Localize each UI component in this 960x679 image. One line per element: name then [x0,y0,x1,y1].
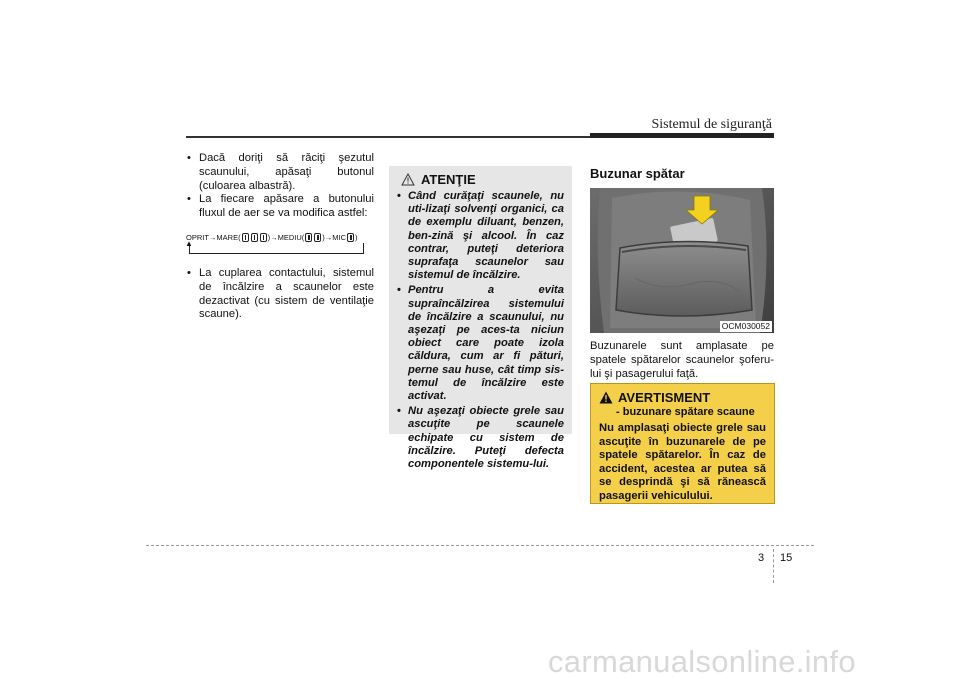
seat-icon [260,233,267,242]
caution-box [389,166,572,471]
page-separator [773,549,774,583]
seat-icon [305,233,312,242]
watermark: carmanualsonline.info [548,644,856,679]
seq-close: ) [267,232,271,242]
left-column [186,152,374,322]
caution-title: ATENŢIE [421,172,476,187]
page-header-title: Sistemul de siguranţă [651,117,772,132]
footer-rule [146,545,814,546]
warning-body: Nu amplasaţi obiecte grele sau ascuţite în buzunarele de pe spatele spătarelor. În caz de accident, acestea ar putea să se desprindă şi să rănească pasagerii vehiculului. [599,422,766,502]
seq-step-high: MARE( [216,232,241,242]
pocket-description: Buzunarele sunt amplasate pe spatele spătarelor scaunelor şoferu-lui şi pasagerului faţă. [590,340,774,380]
bullet-ignition: • La cuplarea contactului, sistemul de încălzire a scaunelor este dezactivat (cu sistem de ventilaţie scaune). [186,267,374,322]
seq-step-low: MIC [332,232,347,242]
seq-step-off: OPRIT [186,232,209,242]
warning-subtitle: - buzunare spătare scaune [616,406,755,418]
bullet-airflow: • La fiecare apăsare a butonului fluxul de aer se va modifica astfel: [186,193,374,221]
loop-line [363,243,364,254]
page-chapter: 3 [758,552,765,564]
seq-close: ) [322,232,325,242]
loop-line [189,253,363,254]
bullet-cooling: • Dacă doriţi să răciţi şezutul scaunului, apăsaţi butonul (culoarea albastră). [186,152,374,193]
seatback-pocket-photo [590,188,774,333]
section-title: Buzunar spătar [590,166,685,181]
warning-header [599,390,766,405]
seq-close: ) [355,232,358,242]
photo-label: OCM030052 [721,321,770,331]
seat-icon [242,233,249,242]
warning-title: AVERTISMENT [618,390,711,405]
airflow-sequence-diagram [186,229,372,259]
caution-item: • Când curăţaţi scaunele, nu uti-lizaţi solvenţi organici, ca de exemplu diluant, benzen, ben-zină şi alcool. În caz contrar, puteţi deteriora suprafaţa scaunelor sau sistemul de încălzire. [397,190,564,282]
seq-arrow: → [208,232,217,242]
warning-box [590,383,775,504]
caution-header [401,172,564,187]
caution-item: • Nu aşezaţi obiecte grele sau ascuţite pe scaunele echipate cu sistem de încălzire. Puteţi defecta componentele sistemu-lui. [397,405,564,471]
warning-triangle-icon [599,391,613,404]
seq-arrow: → [324,232,333,242]
caution-item: • Pentru a evita supraîncălzirea sistemului de încălzire a scaunului, nu aşezaţi pe aces-ta niciun obiect care poate izola căldura, cum ar fi pături, perne sau huse, cât timp sis-temul de încălzire este activat. [397,284,564,403]
caution-triangle-icon [401,173,415,186]
header-rule-accent [590,133,774,138]
seq-step-medium: MEDIU( [277,232,305,242]
seat-icon [347,233,354,242]
seatback-pocket-illustration [590,188,774,333]
seat-icon [314,233,321,242]
loop-arrow-up-icon: ▲ [185,238,193,248]
page-number: 15 [780,552,793,564]
seq-arrow: → [270,232,278,242]
seat-icon [251,233,258,242]
